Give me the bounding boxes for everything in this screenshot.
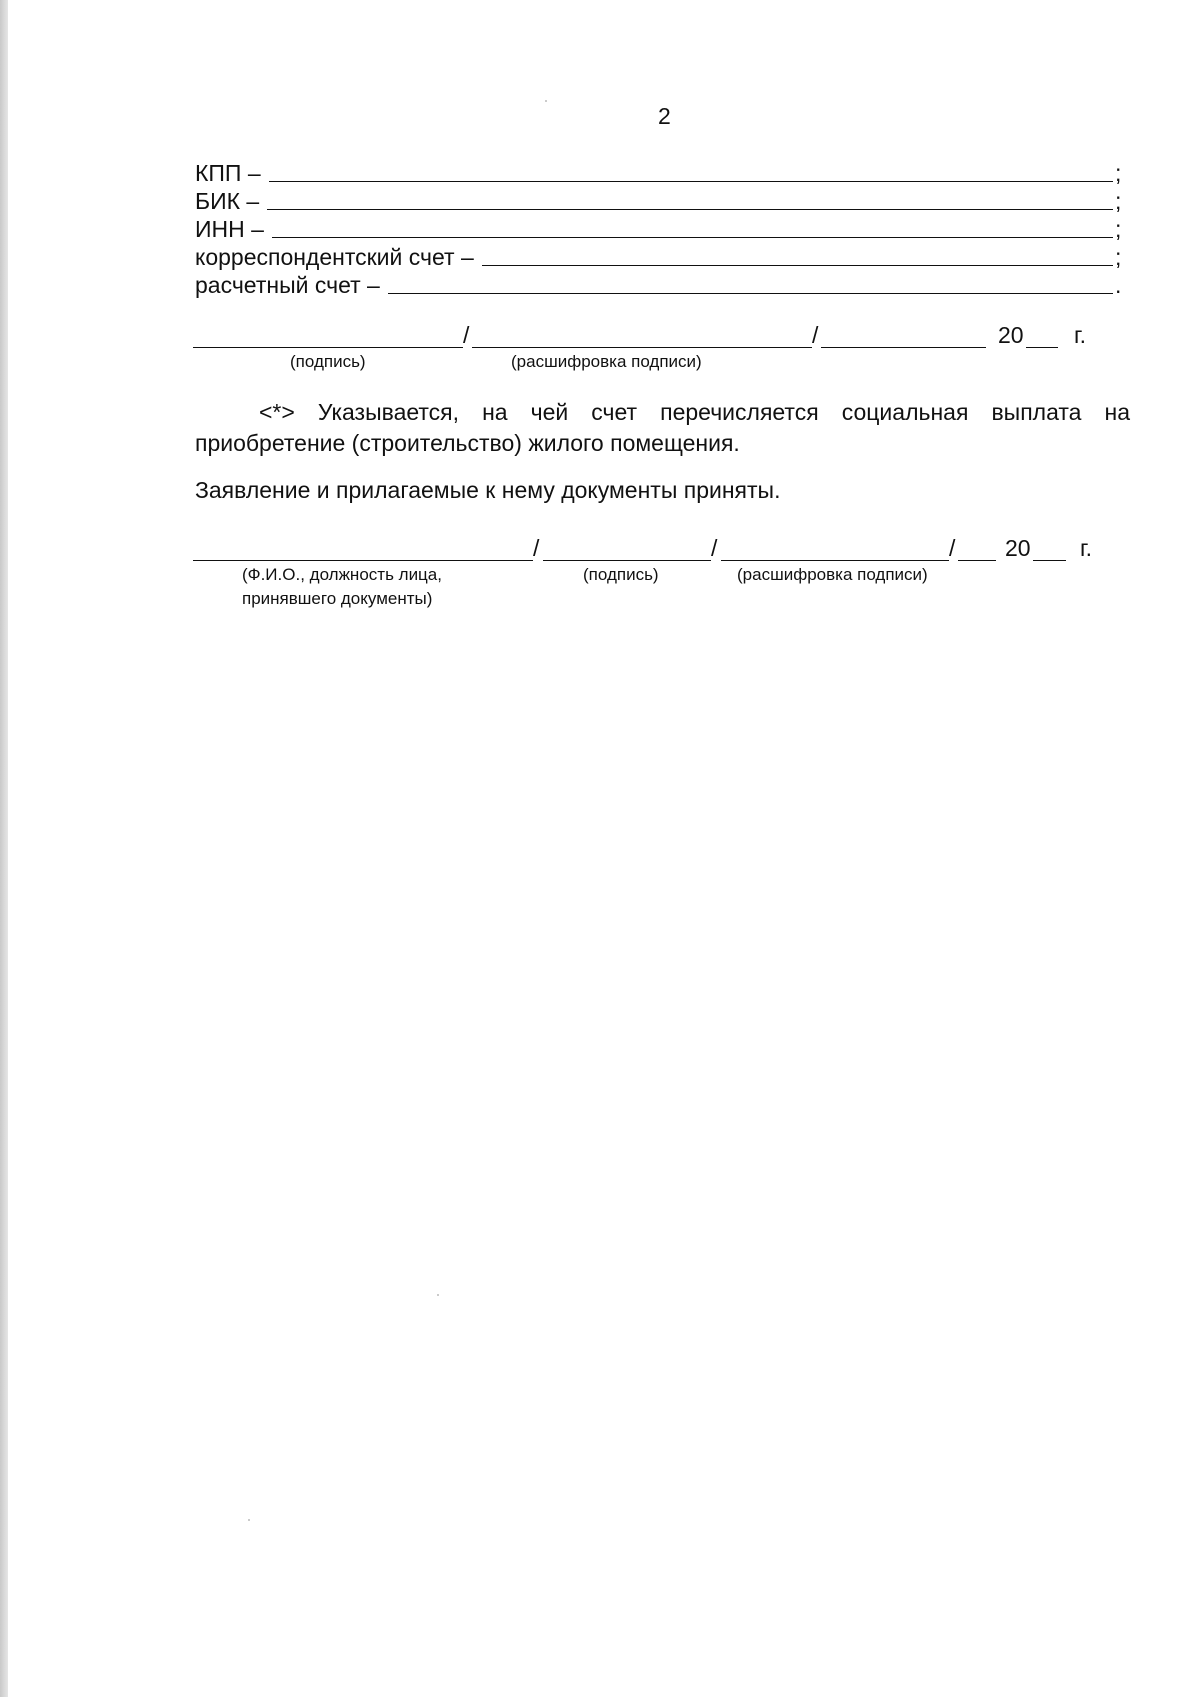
settlement-account-end: . <box>1115 272 1122 298</box>
corr-account-field[interactable] <box>482 245 1113 266</box>
year-prefix: 20 <box>998 322 1024 348</box>
name-position-caption-2: принявшего документы) <box>242 589 433 608</box>
decoding-caption: (расшифровка подписи) <box>737 565 928 584</box>
slash-separator: / <box>949 535 956 561</box>
scan-left-edge <box>0 0 8 1697</box>
bik-end: ; <box>1115 188 1122 214</box>
kpp-field[interactable] <box>269 161 1113 182</box>
footnote-text: <*> Указывается, на чей счет перечисляется социальная выплата на приобретение (строительство) жилого помещения. <box>195 399 1130 456</box>
acceptor-year-field[interactable] <box>1033 560 1066 561</box>
applicant-decoding-field[interactable] <box>472 347 812 348</box>
decoding-caption: (расшифровка подписи) <box>511 352 702 371</box>
corr-account-row <box>195 241 1125 269</box>
scan-speck <box>248 1519 250 1521</box>
kpp-row <box>195 157 1125 185</box>
corr-account-label: корреспондентский счет – <box>195 244 474 270</box>
slash-separator: / <box>463 322 470 348</box>
applicant-year-field[interactable] <box>1026 347 1058 348</box>
acceptor-decoding-field[interactable] <box>721 560 949 561</box>
slash-separator: / <box>812 322 819 348</box>
acceptor-name-field[interactable] <box>193 560 533 561</box>
inn-row <box>195 213 1125 241</box>
inn-field[interactable] <box>272 217 1113 238</box>
settlement-account-row <box>195 269 1125 297</box>
inn-label: ИНН – <box>195 216 264 242</box>
scan-speck <box>437 1294 439 1296</box>
acceptor-date-field[interactable] <box>958 560 996 561</box>
settlement-account-field[interactable] <box>388 273 1113 294</box>
inn-end: ; <box>1115 216 1122 242</box>
name-position-caption: (Ф.И.О., должность лица, <box>242 565 442 584</box>
documents-accepted-text: Заявление и прилагаемые к нему документы приняты. <box>195 477 781 503</box>
applicant-signature-field[interactable] <box>193 347 463 348</box>
page-number: 2 <box>658 103 671 129</box>
kpp-label: КПП – <box>195 160 261 186</box>
bik-row <box>195 185 1125 213</box>
signature-caption: (подпись) <box>583 565 659 584</box>
bik-label: БИК – <box>195 188 260 214</box>
corr-account-end: ; <box>1115 244 1122 270</box>
acceptor-signature-field[interactable] <box>543 560 711 561</box>
signature-caption: (подпись) <box>290 352 366 371</box>
year-prefix: 20 <box>1005 535 1031 561</box>
applicant-date-field[interactable] <box>821 347 986 348</box>
kpp-end: ; <box>1115 160 1122 186</box>
year-suffix: г. <box>1074 322 1086 348</box>
slash-separator: / <box>711 535 718 561</box>
scan-speck <box>545 100 547 102</box>
slash-separator: / <box>533 535 540 561</box>
year-suffix: г. <box>1080 535 1092 561</box>
bik-field[interactable] <box>267 189 1113 210</box>
settlement-account-label: расчетный счет – <box>195 272 380 298</box>
